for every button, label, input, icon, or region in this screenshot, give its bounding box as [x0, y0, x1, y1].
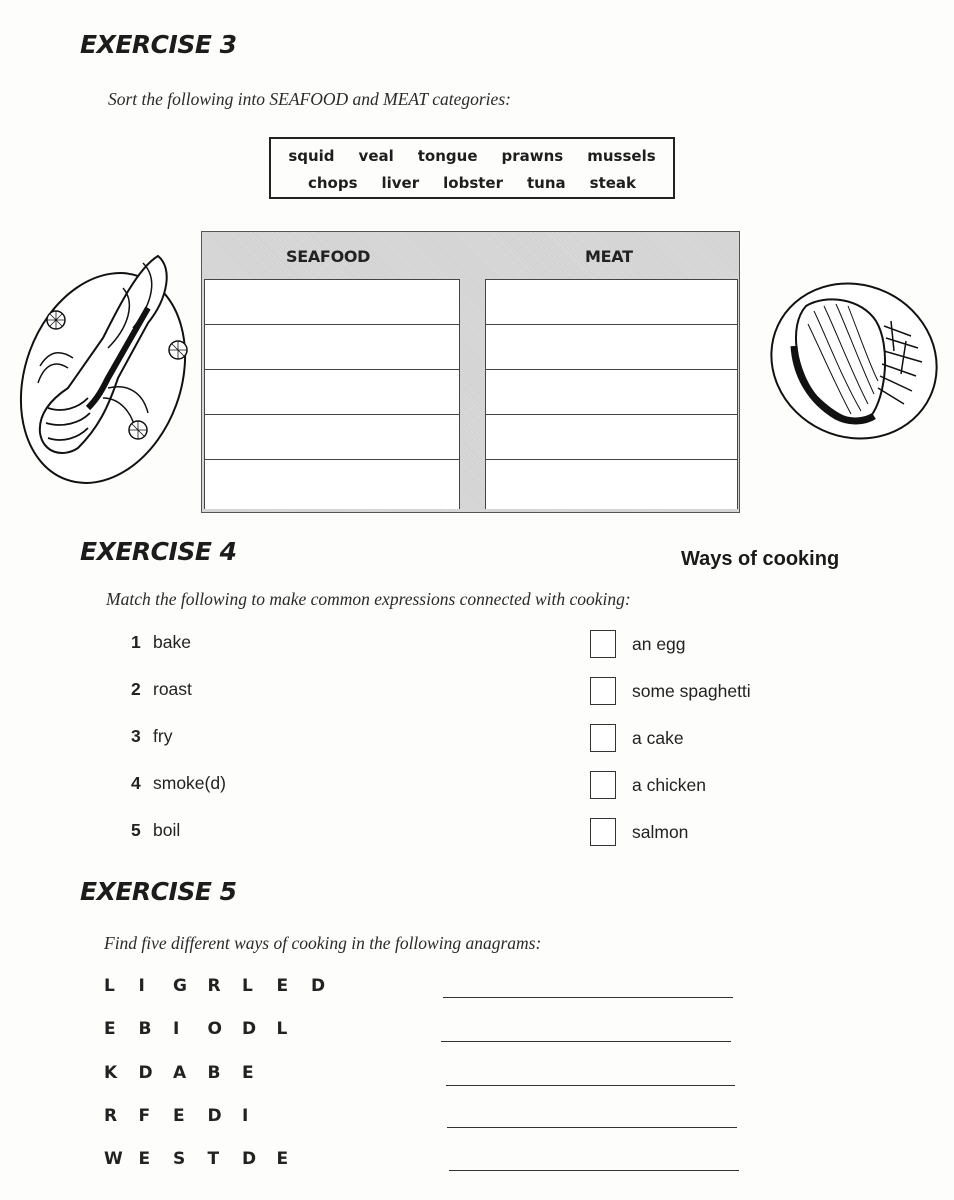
anagram-answer-line[interactable] [441, 1041, 731, 1042]
letter: L [276, 1019, 288, 1039]
letter: K [104, 1063, 118, 1083]
answer-box[interactable] [590, 677, 616, 705]
item-label: smoke(d) [153, 773, 226, 793]
match-right-item: a cake [632, 728, 684, 748]
sort-table [201, 231, 740, 513]
letter: E [173, 1106, 185, 1126]
word: prawns [501, 147, 564, 165]
word: veal [358, 147, 394, 165]
word: tuna [527, 174, 566, 192]
exercise-5-instruction: Find five different ways of cooking in the following anagrams: [104, 933, 542, 953]
answer-box[interactable] [590, 818, 616, 846]
letter: G [173, 976, 187, 996]
exercise-3-instruction: Sort the following into SEAFOOD and MEAT categories: [108, 89, 511, 109]
match-right-item: some spaghetti [632, 681, 751, 701]
letter: D [138, 1063, 153, 1083]
seafood-answer-cell[interactable] [205, 370, 459, 415]
match-left-item [131, 820, 180, 841]
letter: I [242, 1106, 249, 1126]
word: lobster [443, 174, 503, 192]
word: liver [381, 174, 420, 192]
item-number: 3 [131, 726, 141, 746]
letter: D [242, 1149, 257, 1169]
word-bank-row-1 [271, 147, 673, 165]
anagram-row [104, 1019, 311, 1039]
letter: R [207, 976, 221, 996]
letter: B [207, 1063, 221, 1083]
match-right-item: an egg [632, 634, 686, 654]
answer-box[interactable] [590, 724, 616, 752]
letter: S [173, 1149, 186, 1169]
lobster-plate-icon [8, 248, 198, 484]
letter: I [138, 976, 145, 996]
letter: E [242, 1063, 254, 1083]
seafood-column [204, 279, 460, 509]
match-left-item [131, 679, 192, 700]
word: chops [307, 174, 358, 192]
letter: L [104, 976, 115, 996]
anagram-answer-line[interactable] [447, 1127, 737, 1128]
word: tongue [417, 147, 478, 165]
answer-box[interactable] [590, 630, 616, 658]
meat-answer-cell[interactable] [486, 460, 737, 505]
letter: O [207, 1019, 222, 1039]
item-number: 1 [131, 632, 141, 652]
exercise-3-title: EXERCISE 3 [80, 30, 237, 59]
anagram-row [104, 1063, 277, 1083]
anagram-answer-line[interactable] [449, 1170, 739, 1171]
column-header-meat: MEAT [585, 247, 633, 266]
letter: A [173, 1063, 187, 1083]
meat-answer-cell[interactable] [486, 370, 737, 415]
match-right-item: a chicken [632, 775, 706, 795]
anagram-row [104, 976, 346, 996]
meat-answer-cell[interactable] [486, 280, 737, 325]
letter: R [104, 1106, 118, 1126]
letter: F [138, 1106, 151, 1126]
letter: T [207, 1149, 220, 1169]
item-label: bake [153, 632, 191, 652]
letter: D [242, 1019, 257, 1039]
steak-and-chips-plate-icon [766, 276, 946, 446]
meat-answer-cell[interactable] [486, 325, 737, 370]
answer-box[interactable] [590, 771, 616, 799]
letter: I [173, 1019, 180, 1039]
item-number: 4 [131, 773, 141, 793]
meat-answer-cell[interactable] [486, 415, 737, 460]
item-number: 2 [131, 679, 141, 699]
letter: E [276, 976, 289, 996]
letter: B [138, 1019, 152, 1039]
seafood-answer-cell[interactable] [205, 280, 459, 325]
seafood-answer-cell[interactable] [205, 415, 459, 460]
item-label: roast [153, 679, 192, 699]
seafood-answer-cell[interactable] [205, 325, 459, 370]
letter: L [242, 976, 253, 996]
column-header-seafood: SEAFOOD [286, 247, 371, 266]
match-left-item [131, 726, 172, 747]
exercise-4-instruction: Match the following to make common expressions connected with cooking: [106, 589, 631, 609]
word-bank [269, 137, 675, 199]
section-subtitle: Ways of cooking [681, 548, 840, 570]
item-label: boil [153, 820, 181, 840]
letter: W [104, 1149, 123, 1169]
anagram-answer-line[interactable] [443, 997, 733, 998]
exercise-5-title: EXERCISE 5 [80, 877, 237, 906]
anagram-row [104, 1106, 277, 1126]
exercise-4-title: EXERCISE 4 [80, 537, 237, 566]
match-left-item [131, 632, 191, 653]
letter: E [104, 1019, 116, 1039]
item-number: 5 [131, 820, 141, 840]
word: squid [288, 147, 335, 165]
anagram-row [104, 1149, 311, 1169]
meat-column [485, 279, 738, 509]
anagram-answer-line[interactable] [446, 1085, 735, 1086]
item-label: fry [153, 726, 173, 746]
letter: E [276, 1149, 289, 1169]
seafood-answer-cell[interactable] [205, 460, 459, 505]
letter: E [138, 1149, 151, 1169]
match-right-item: salmon [632, 822, 689, 842]
match-left-item [131, 773, 226, 794]
word: mussels [587, 147, 656, 165]
letter: D [311, 976, 326, 996]
word-bank-row-2 [271, 174, 673, 192]
word: steak [589, 174, 637, 192]
letter: D [207, 1106, 222, 1126]
